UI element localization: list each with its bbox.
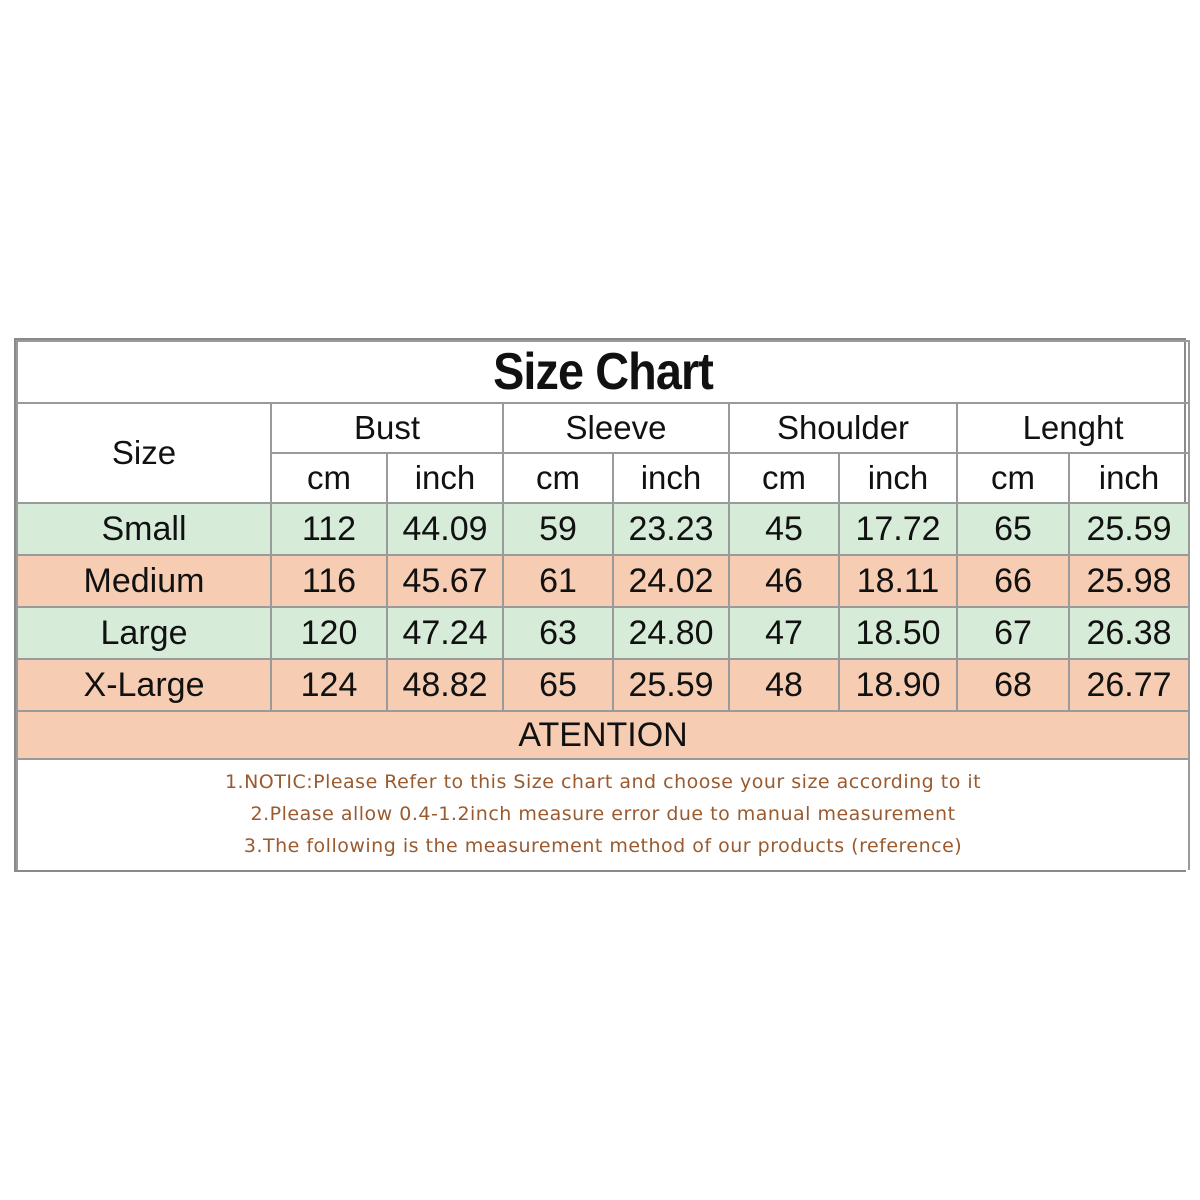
unit-header-inch: inch (613, 453, 729, 503)
table-cell: 24.80 (613, 607, 729, 659)
group-header-sleeve: Sleeve (503, 403, 729, 453)
table-cell: 68 (957, 659, 1069, 711)
notes-section (17, 759, 1189, 870)
table-cell: 26.38 (1069, 607, 1189, 659)
unit-header-inch: inch (1069, 453, 1189, 503)
table-cell: 18.90 (839, 659, 957, 711)
table-cell: 48.82 (387, 659, 503, 711)
unit-header-cm: cm (271, 453, 387, 503)
group-header-bust: Bust (271, 403, 503, 453)
table-cell: 25.59 (1069, 503, 1189, 555)
table-row-small (17, 503, 1189, 555)
size-chart (14, 338, 1186, 872)
table-cell: 18.50 (839, 607, 957, 659)
table-cell: 44.09 (387, 503, 503, 555)
table-cell: 124 (271, 659, 387, 711)
table-cell: 45 (729, 503, 839, 555)
table-cell: 25.59 (613, 659, 729, 711)
table-cell: 17.72 (839, 503, 957, 555)
attention-banner: ATENTION (17, 711, 1189, 759)
table-cell: 48 (729, 659, 839, 711)
table-cell: 26.77 (1069, 659, 1189, 711)
note-line: 3.The following is the measurement method of our products (reference) (243, 835, 963, 857)
table-cell: 46 (729, 555, 839, 607)
table-cell: 47.24 (387, 607, 503, 659)
size-chart-table (16, 340, 1190, 870)
table-row-medium (17, 555, 1189, 607)
table-row-large (17, 607, 1189, 659)
table-cell: 63 (503, 607, 613, 659)
size-column-header: Size (17, 403, 271, 503)
table-cell: 47 (729, 607, 839, 659)
size-label: Medium (17, 555, 271, 607)
unit-header-inch: inch (839, 453, 957, 503)
chart-title: Size Chart (76, 341, 1131, 403)
table-cell: 116 (271, 555, 387, 607)
table-cell: 67 (957, 607, 1069, 659)
note-line: 2.Please allow 0.4-1.2inch measure error due to manual measurement (250, 803, 956, 825)
size-label: X-Large (17, 659, 271, 711)
table-cell: 112 (271, 503, 387, 555)
table-cell: 24.02 (613, 555, 729, 607)
table-row-x-large (17, 659, 1189, 711)
table-cell: 120 (271, 607, 387, 659)
unit-header-inch: inch (387, 453, 503, 503)
table-cell: 61 (503, 555, 613, 607)
table-cell: 59 (503, 503, 613, 555)
group-header-shoulder: Shoulder (729, 403, 957, 453)
unit-header-cm: cm (729, 453, 839, 503)
unit-header-cm: cm (503, 453, 613, 503)
table-cell: 66 (957, 555, 1069, 607)
group-header-length: Lenght (957, 403, 1189, 453)
table-cell: 65 (957, 503, 1069, 555)
note-line: 1.NOTIC:Please Refer to this Size chart and choose your size according to it (224, 771, 982, 793)
table-cell: 18.11 (839, 555, 957, 607)
table-cell: 65 (503, 659, 613, 711)
table-cell: 45.67 (387, 555, 503, 607)
size-label: Large (17, 607, 271, 659)
table-cell: 23.23 (613, 503, 729, 555)
table-cell: 25.98 (1069, 555, 1189, 607)
size-label: Small (17, 503, 271, 555)
unit-header-cm: cm (957, 453, 1069, 503)
